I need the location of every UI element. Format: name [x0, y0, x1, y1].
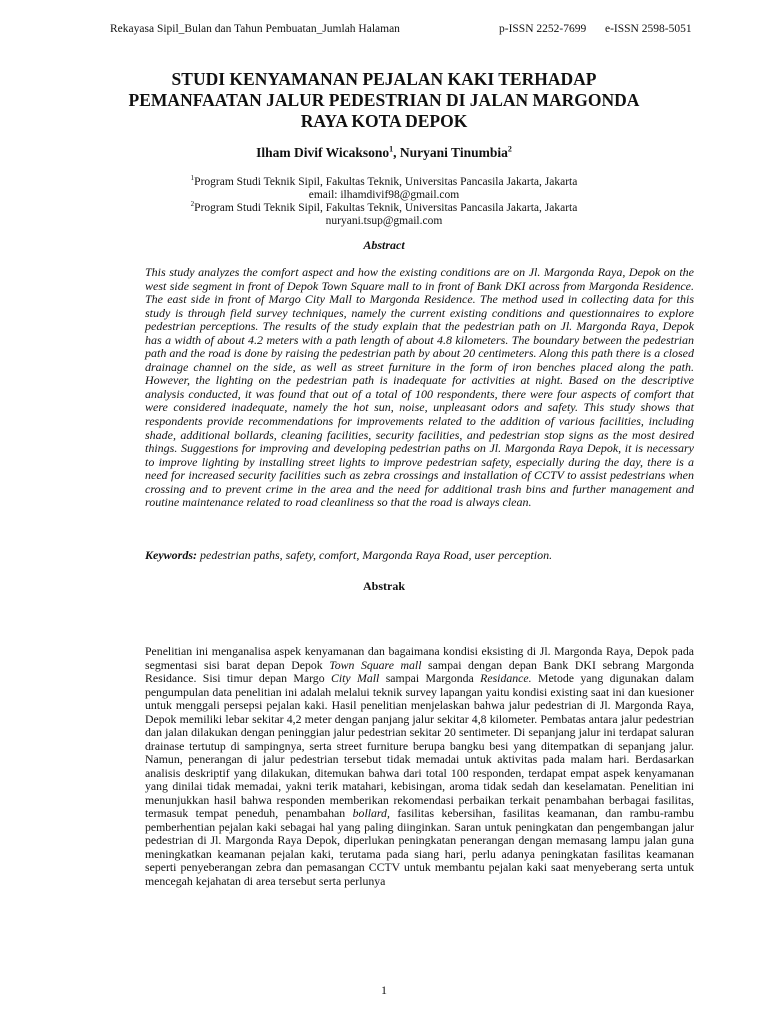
- abstract-body: This study analyzes the comfort aspect and how the existing conditions are on Jl. Margonda Raya, Depok on the west side segment in front of Depok Town Square mall to in front of Bank DKI across from Margonda Residence. The east side in front of Margo City Mall to Margonda Residence. The method used in collecting data for this study is through field survey techniques, namely the current existing conditions and questionnaires to explore pedestrian perceptions. The results of the study explain that the pedestrian path on Jl. Margonda Raya, Depok has a width of about 4.2 meters with a path length of about 4.8 kilometers. The boundary between the pedestrian path and the road is done by raising the pedestrian path by about 20 centimeters. Along this path there is a closed drainage channel on the side, as well as street furniture in the form of iron benches placed along the path. However, the lighting on the pedestrian path is inadequate for activities at night. Based on the descriptive analysis conducted, it was found that out of a total of 100 respondents, there were four aspects of comfort that were considered inadequate, namely the hot sun, noise, unpleasant odors and safety. This study shows that respondents provide recommendations for improvements related to the addition of various facilities, including shade, additional bollards, cleaning facilities, security facilities, and pedestrian stop signs as the most desired things. Suggestions for improving and developing pedestrian paths on Jl. Margonda Raya Depok, it is necessary to improve lighting by installing street lights to improve pedestrian safety, especially during the day, there is a need for increased security facilities such as zebra crossings and installation of CCTV to assist pedestrians when crossing and to prevent crime in the area and the need for additional trash bins and further management and routine maintenance related to road cleanliness so that the road is always clean.: [145, 265, 694, 510]
- journal-name: Rekayasa Sipil_Bulan dan Tahun Pembuatan_Jumlah Halaman: [110, 23, 400, 35]
- affiliation-line: $^2$Program Studi Teknik Sipil, Fakultas Teknik, Universitas Pancasila Jakarta, Jakarta: [190, 200, 578, 214]
- title-line: STUDI KENYAMANAN PEJALAN KAKI TERHADAP: [171, 69, 597, 89]
- page-number: 1: [381, 983, 387, 997]
- affiliations: [120, 176, 648, 228]
- author-name: Nuryani Tinumbia: [399, 145, 508, 160]
- affiliation-marker: 2: [507, 144, 512, 154]
- affiliation-marker: 2: [190, 200, 195, 209]
- title-line: PEMANFAATAN JALUR PEDESTRIAN DI JALAN MARGONDA: [128, 90, 640, 110]
- paper-title: [120, 69, 648, 132]
- affiliation-marker: 1: [190, 174, 195, 183]
- abstract-heading: Abstract: [363, 238, 405, 252]
- keywords: [145, 548, 694, 562]
- author-separator: ,: [393, 145, 400, 160]
- title-line: RAYA KOTA DEPOK: [300, 111, 468, 131]
- author-list: [120, 145, 648, 161]
- author-name: Ilham Divif Wicaksono: [256, 145, 390, 160]
- abstrak-body: Penelitian ini menganalisa aspek kenyamanan dan bagaimana kondisi eksisting di Jl. Margonda Raya, Depok pada segmentasi sisi barat depan Depok Town Square mall sampai dengan depan Bank DKI sebrang Margonda Residance. Sisi timur depan Margo City Mall sampai Margonda Residance. Metode yang digunakan dalam pengumpulan data penelitian ini adalah melalui teknik survey lapangan yaitu kondisi existing saat ini dan kuesioner untuk menggali persepsi pejalan kaki. Hasil penelitian menjelaskan bahwa jalur pedestrian di Jl. Margonda Raya, Depok memiliki lebar sekitar 4,2 meter dengan panjang jalur sekitar 4,8 kilometer. Pembatas antara jalur pedestrian dan jalan dilakukan dengan peninggian jalur pedestrian sekitar 20 sentimeter. Di sepanjang jalur ini terdapat saluran drainase tertutup di sampingnya, serta street furniture berupa bangku besi yang ditempatkan di sepanjang jalur. Namun, penerangan di jalur pedestrian tersebut tidak memadai untuk aktivitas pada malam hari. Berdasarkan analisis deskriptif yang dilakukan, ditemukan bahwa dari total 100 responden, terdapat empat aspek kenyamanan yang dinilai tidak memadai, yakni terik matahari, kebisingan, aroma tidak sedah dan keselamatan. Penelitian ini menunjukkan hasil bahwa responden memberikan rekomendasi perbaikan terkait penambahan berbagai fasilitas, termasuk tempat peneduh, penambahan bollard, fasilitas kebersihan, fasilitas keamanan, dan rambu-rambu pemberhentian pejalan kaki sebagai hal yang paling diinginkan. Saran untuk peningkatan dan pengembangan jalur pedestrian di Jl. Margonda Raya Depok, diperlukan peningkatan penerangan dengan memasang lampu jalan guna meningkatkan keamanan pejalan kaki, terutama pada siang hari, perlu adanya peningkatan fasilitas keamanan seperti penyeberangan zebra dan pemasangan CCTV untuk membantu pejalan kaki saat menyeberang serta untuk mencegah kejahatan di area tersebut serta perlunya: [145, 644, 695, 888]
- abstrak-heading: Abstrak: [362, 579, 405, 593]
- p-issn: p-ISSN 2252-7699: [499, 23, 587, 35]
- keywords-list: pedestrian paths, safety, comfort, Margonda Raya Road, user perception.: [197, 548, 553, 562]
- affiliation-line: $^1$Program Studi Teknik Sipil, Fakultas Teknik, Universitas Pancasila Jakarta, Jakarta: [190, 174, 578, 188]
- e-issn: e-ISSN 2598-5051: [605, 23, 692, 35]
- keywords-label: Keywords:: [145, 548, 197, 562]
- author-email: email: ilhamdivif98@gmail.com: [308, 189, 460, 201]
- author-email: nuryani.tsup@gmail.com: [325, 215, 443, 227]
- affiliation-marker: 1: [389, 144, 394, 154]
